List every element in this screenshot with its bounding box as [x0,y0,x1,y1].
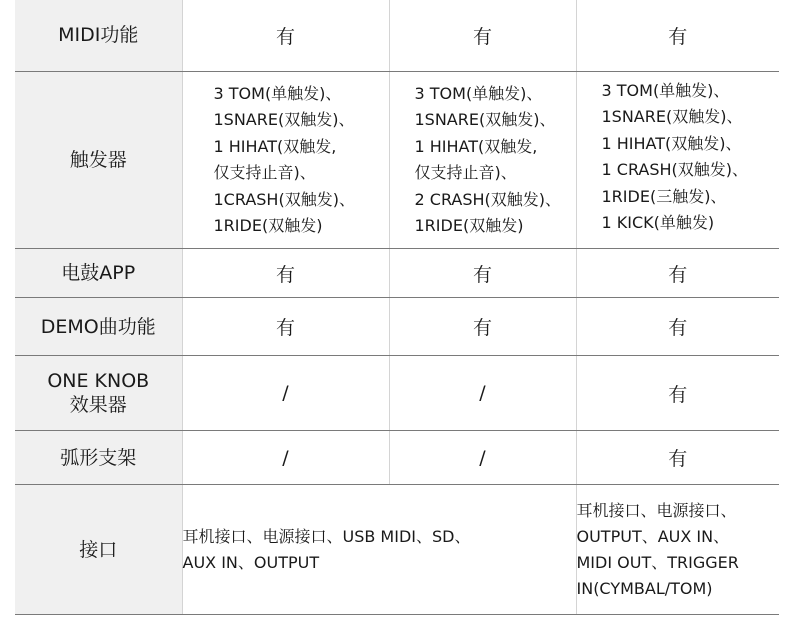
cell-value: 有 [576,0,779,72]
table-row [15,485,779,615]
ports-line: 耳机接口、电源接口、USB MIDI、SD、 [182,526,471,546]
cell-value: 有 [389,0,576,72]
spec-table [15,0,779,615]
cell-value: 有 [182,249,389,298]
cell-value: 有 [576,249,779,298]
trigger-item: 1RIDE(双触发) [414,216,524,235]
cell-value: 有 [389,249,576,298]
cell-value: / [182,356,389,431]
trigger-item: 1 HIHAT(双触发, [213,136,337,156]
trigger-item: 1 CRASH(双触发)、 [601,160,749,179]
row-label [15,356,182,431]
table-row [15,356,779,431]
table-row [15,431,779,485]
trigger-item: 1RIDE(双触发) [213,216,323,235]
cell-value: / [389,356,576,431]
trigger-list-cell [389,72,576,249]
cell-value: / [389,431,576,485]
row-label-line: ONE KNOB [47,370,150,392]
trigger-item: 1CRASH(双触发)、 [213,189,355,209]
table-row [15,72,779,249]
trigger-item: 仅支持止音)、 [213,163,316,182]
row-label: MIDI功能 [15,0,182,72]
row-label: 接口 [15,485,182,615]
table-row [15,298,779,356]
trigger-item: 3 TOM(单触发)、 [601,80,730,100]
row-label: 电鼓APP [15,249,182,298]
table-row [15,249,779,298]
trigger-item: 仅支持止音)、 [414,163,517,182]
ports-line: AUX IN、OUTPUT [182,552,320,572]
trigger-list [390,81,562,240]
ports-line: 耳机接口、电源接口、 [576,500,737,520]
cell-value: 有 [576,356,779,431]
cell-value: 有 [182,298,389,356]
trigger-item: 1 HIHAT(双触发, [414,136,538,156]
cell-value: / [182,431,389,485]
trigger-list [183,81,355,240]
trigger-list [577,78,749,237]
cell-value: 有 [576,431,779,485]
cell-value: 有 [389,298,576,356]
trigger-item: 1RIDE(三触发)、 [601,186,727,206]
trigger-list-cell [182,72,389,249]
ports-third-cell [576,485,779,615]
trigger-item: 3 TOM(单触发)、 [414,83,543,103]
ports-line: OUTPUT、AUX IN、 [576,526,730,546]
table-row [15,0,779,72]
row-label: DEMO曲功能 [15,298,182,356]
ports-line: MIDI OUT、TRIGGER [576,552,739,572]
trigger-item: 1SNARE(双触发)、 [213,110,355,129]
row-label: 触发器 [15,72,182,249]
cell-value: 有 [576,298,779,356]
row-label-line: 效果器 [69,394,127,416]
trigger-item: 1SNARE(双触发)、 [601,107,743,126]
cell-value: 有 [182,0,389,72]
row-label: 弧形支架 [15,431,182,485]
ports-shared-cell [182,485,576,615]
trigger-list-cell [576,72,779,249]
trigger-item: 1 HIHAT(双触发)、 [601,133,742,153]
ports-line: IN(CYMBAL/TOM) [576,578,713,598]
trigger-item: 3 TOM(单触发)、 [213,83,342,103]
trigger-item: 1 KICK(单触发) [601,213,715,232]
trigger-item: 1SNARE(双触发)、 [414,110,556,129]
trigger-item: 2 CRASH(双触发)、 [414,189,562,209]
